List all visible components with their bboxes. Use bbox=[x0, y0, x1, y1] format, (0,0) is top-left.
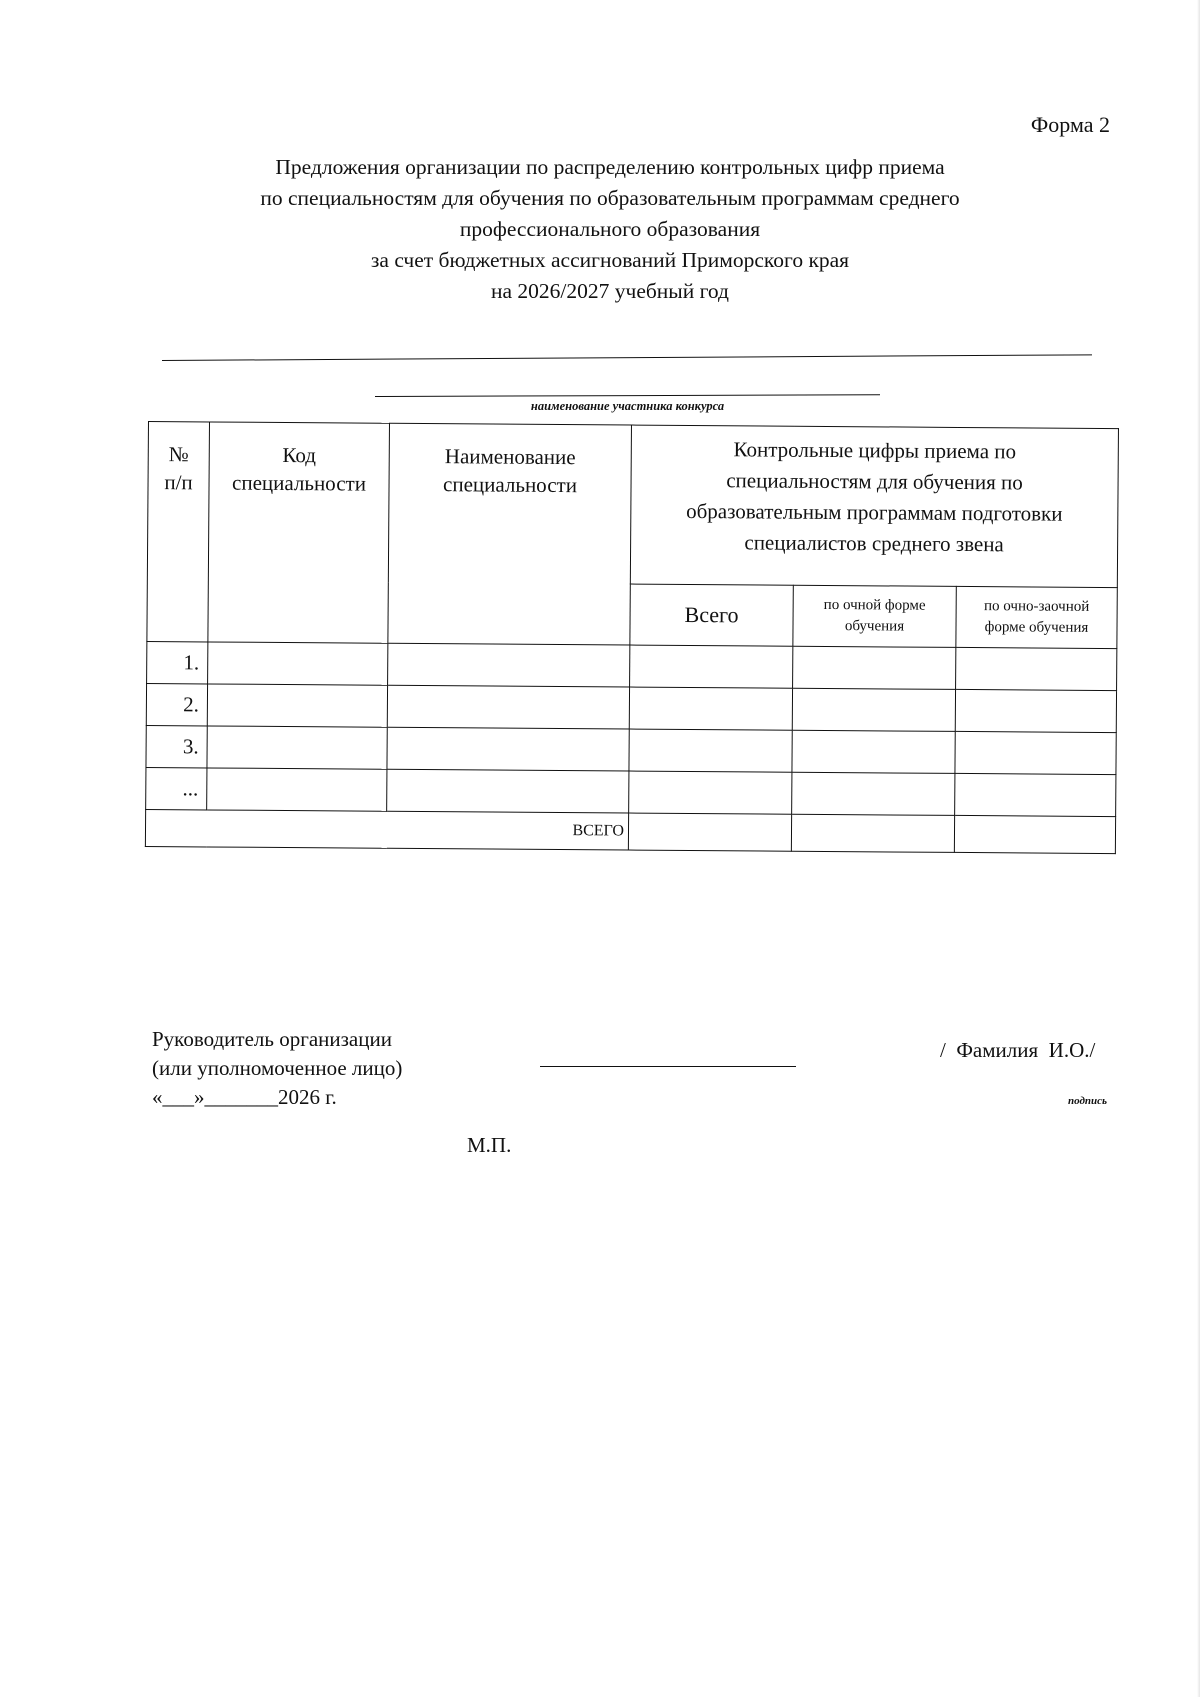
cell-name[interactable] bbox=[387, 685, 629, 729]
signatory-role: Руководитель организации bbox=[152, 1027, 392, 1051]
row-number: 3. bbox=[146, 725, 207, 767]
total-cell-full-time[interactable] bbox=[791, 814, 954, 852]
cell-total[interactable] bbox=[629, 687, 792, 730]
table-row bbox=[146, 725, 1116, 774]
title-line: на 2026/2027 учебный год bbox=[490, 279, 729, 303]
cell-part-time[interactable] bbox=[955, 773, 1116, 816]
signatory-name: / Фамилия И.О./ bbox=[940, 1038, 1096, 1062]
title-line: Предложения организации по распределению контрольных цифр приема bbox=[275, 155, 945, 179]
signature-date: «___»_______2026 г. bbox=[152, 1085, 337, 1109]
cell-part-time[interactable] bbox=[955, 689, 1116, 732]
row-number: 1. bbox=[147, 641, 208, 683]
participant-name-underline bbox=[375, 394, 880, 397]
signature-line[interactable] bbox=[540, 1066, 796, 1067]
cell-name[interactable] bbox=[387, 727, 629, 771]
table-row bbox=[146, 767, 1116, 816]
header-admission-figures: Контрольные цифры приема по специальностям для обучения по образовательным программам подготовки специалистов среднего звена bbox=[630, 425, 1118, 588]
row-number: ... bbox=[146, 767, 207, 809]
header-row-number: № п/п bbox=[147, 422, 210, 642]
total-cell-part-time[interactable] bbox=[954, 815, 1115, 853]
cell-part-time[interactable] bbox=[956, 647, 1117, 690]
cell-code[interactable] bbox=[207, 726, 387, 769]
header-specialty-code: Код специальности bbox=[208, 422, 390, 643]
header-specialty-name: Наименование специальности bbox=[388, 423, 632, 645]
title-line: за счет бюджетных ассигнований Приморского края bbox=[370, 248, 850, 272]
document-title bbox=[160, 152, 1060, 307]
table-row bbox=[147, 641, 1117, 690]
form-number: Форма 2 bbox=[1030, 112, 1110, 137]
header-part-time: по очно-заочной форме обучения bbox=[956, 586, 1117, 648]
title-line: профессионального образования bbox=[459, 217, 761, 241]
total-label: ВСЕГО bbox=[145, 809, 628, 850]
row-number: 2. bbox=[146, 683, 207, 725]
signatory-block bbox=[152, 1025, 402, 1112]
header-full-time: по очной форме обучения bbox=[793, 585, 956, 647]
cell-name[interactable] bbox=[387, 769, 629, 813]
cell-total[interactable] bbox=[629, 729, 792, 772]
kcp-table bbox=[145, 421, 1119, 854]
cell-full-time[interactable] bbox=[792, 730, 955, 773]
cell-code[interactable] bbox=[207, 768, 387, 811]
cell-total[interactable] bbox=[630, 645, 793, 688]
cell-code[interactable] bbox=[207, 684, 387, 727]
signatory-role-note: (или уполномоченное лицо) bbox=[152, 1056, 403, 1080]
title-line: по специальностям для обучения по образовательным программам среднего bbox=[260, 186, 960, 210]
cell-total[interactable] bbox=[629, 771, 792, 814]
cell-name[interactable] bbox=[388, 643, 630, 687]
table-header-row bbox=[147, 422, 1118, 588]
cell-full-time[interactable] bbox=[792, 688, 955, 731]
table-total-row bbox=[145, 809, 1115, 853]
participant-name-line bbox=[162, 354, 1092, 361]
signature-caption: подпись bbox=[1068, 1095, 1108, 1107]
participant-caption: наименование участника конкурса bbox=[530, 399, 725, 413]
cell-full-time[interactable] bbox=[793, 646, 956, 689]
header-total: Всего bbox=[630, 584, 793, 646]
stamp-place: М.П. bbox=[467, 1133, 512, 1157]
total-cell-all[interactable] bbox=[628, 813, 791, 851]
cell-code[interactable] bbox=[208, 642, 388, 685]
cell-part-time[interactable] bbox=[955, 731, 1116, 774]
table-row bbox=[146, 683, 1116, 732]
kcp-table-wrapper bbox=[145, 421, 1118, 854]
cell-full-time[interactable] bbox=[792, 772, 955, 815]
